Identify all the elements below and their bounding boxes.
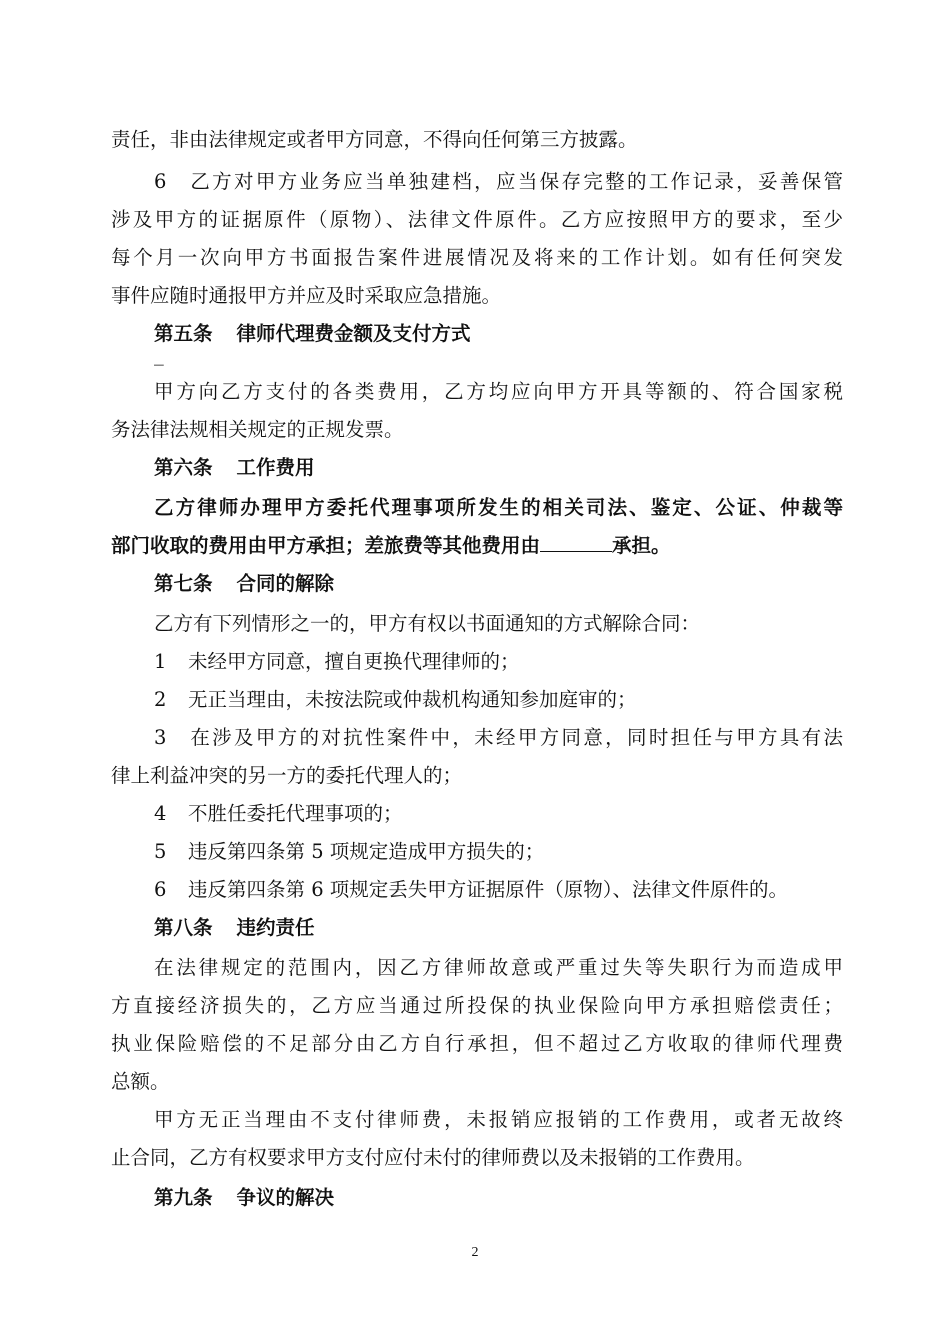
text-line: 甲方向乙方支付的各类费用，乙方均应向甲方开具等额的、符合国家税: [154, 380, 843, 403]
item-text: 违反第四条第 6 项规定丢失甲方证据原件（原物）、法律文件原件的。: [188, 878, 789, 901]
item-number: 4: [154, 802, 167, 825]
article-heading: [154, 1178, 843, 1218]
article-title: 违约责任: [236, 916, 315, 939]
text-line: 务法律法规相关规定的正规发票。: [111, 418, 404, 441]
text-line: 在法律规定的范围内，因乙方律师故意或严重过失等失职行为而造成甲: [154, 956, 843, 979]
fill-in-blank[interactable]: [540, 533, 612, 552]
article-heading: [154, 448, 843, 488]
article-title: 合同的解除: [236, 572, 335, 595]
text-line: 执业保险赔偿的不足部分由乙方自行承担，但不超过乙方收取的律师代理费: [111, 1032, 843, 1055]
list-item: [154, 680, 843, 720]
list-item: [154, 870, 843, 910]
article-heading: [154, 908, 843, 948]
item-number: 6: [154, 170, 167, 193]
text-line: 总额。: [111, 1070, 170, 1093]
text-segment: 承担。: [612, 534, 671, 557]
list-item: [154, 718, 843, 758]
stray-mark: _: [154, 343, 164, 366]
text-line: 涉及甲方的证据原件（原物）、法律文件原件。乙方应按照甲方的要求，至少: [111, 208, 843, 231]
list-item: [154, 642, 843, 682]
bold-text-line: 乙方律师办理甲方委托代理事项所发生的相关司法、鉴定、公证、仲裁等: [154, 496, 843, 519]
text-line: 止合同，乙方有权要求甲方支付应付未付的律师费以及未报销的工作费用。: [111, 1146, 755, 1169]
text-line: 甲方无正当理由不支付律师费，未报销应报销的工作费用，或者无故终: [154, 1108, 843, 1131]
text-line: 律上利益冲突的另一方的委托代理人的；: [111, 764, 463, 787]
item-line: [154, 162, 843, 202]
item-number: 6: [154, 878, 167, 901]
item-number: 5: [154, 840, 167, 863]
text-segment: 部门收取的费用由甲方承担；差旅费等其他费用由: [111, 534, 541, 557]
article-heading: [154, 564, 843, 604]
item-number: 3: [154, 726, 167, 749]
article-title: 工作费用: [236, 456, 315, 479]
item-text: 在涉及甲方的对抗性案件中，未经甲方同意，同时担任与甲方具有法: [188, 726, 843, 749]
item-text: 乙方对甲方业务应当单独建档，应当保存完整的工作记录，妥善保管: [188, 170, 843, 193]
list-item: [154, 794, 843, 834]
text-line: 事件应随时通报甲方并应及时采取应急措施。: [111, 284, 502, 307]
article-title: 争议的解决: [236, 1186, 335, 1209]
article-label: 第八条: [154, 916, 213, 939]
item-number: 2: [154, 688, 167, 711]
item-text: 无正当理由，未按法院或仲裁机构通知参加庭审的；: [188, 688, 637, 711]
article-title: 律师代理费金额及支付方式: [236, 322, 471, 345]
list-item: [154, 832, 843, 872]
article-label: 第七条: [154, 572, 213, 595]
text-line: 每个月一次向甲方书面报告案件进展情况及将来的工作计划。如有任何突发: [111, 246, 843, 269]
text-line: 责任，非由法律规定或者甲方同意，不得向任何第三方披露。: [111, 128, 638, 151]
article-label: 第六条: [154, 456, 213, 479]
item-number: 1: [154, 650, 167, 673]
text-line: 方直接经济损失的，乙方应当通过所投保的执业保险向甲方承担赔偿责任；: [111, 994, 843, 1017]
bold-text-line: [111, 526, 843, 566]
article-label: 第五条: [154, 322, 213, 345]
page-number: 2: [471, 1245, 479, 1260]
article-label: 第九条: [154, 1186, 213, 1209]
item-text: 未经甲方同意，擅自更换代理律师的；: [188, 650, 520, 673]
item-text: 不胜任委托代理事项的；: [188, 802, 403, 825]
item-text: 违反第四条第 5 项规定造成甲方损失的；: [188, 840, 545, 863]
text-line: 乙方有下列情形之一的，甲方有权以书面通知的方式解除合同：: [154, 612, 701, 635]
